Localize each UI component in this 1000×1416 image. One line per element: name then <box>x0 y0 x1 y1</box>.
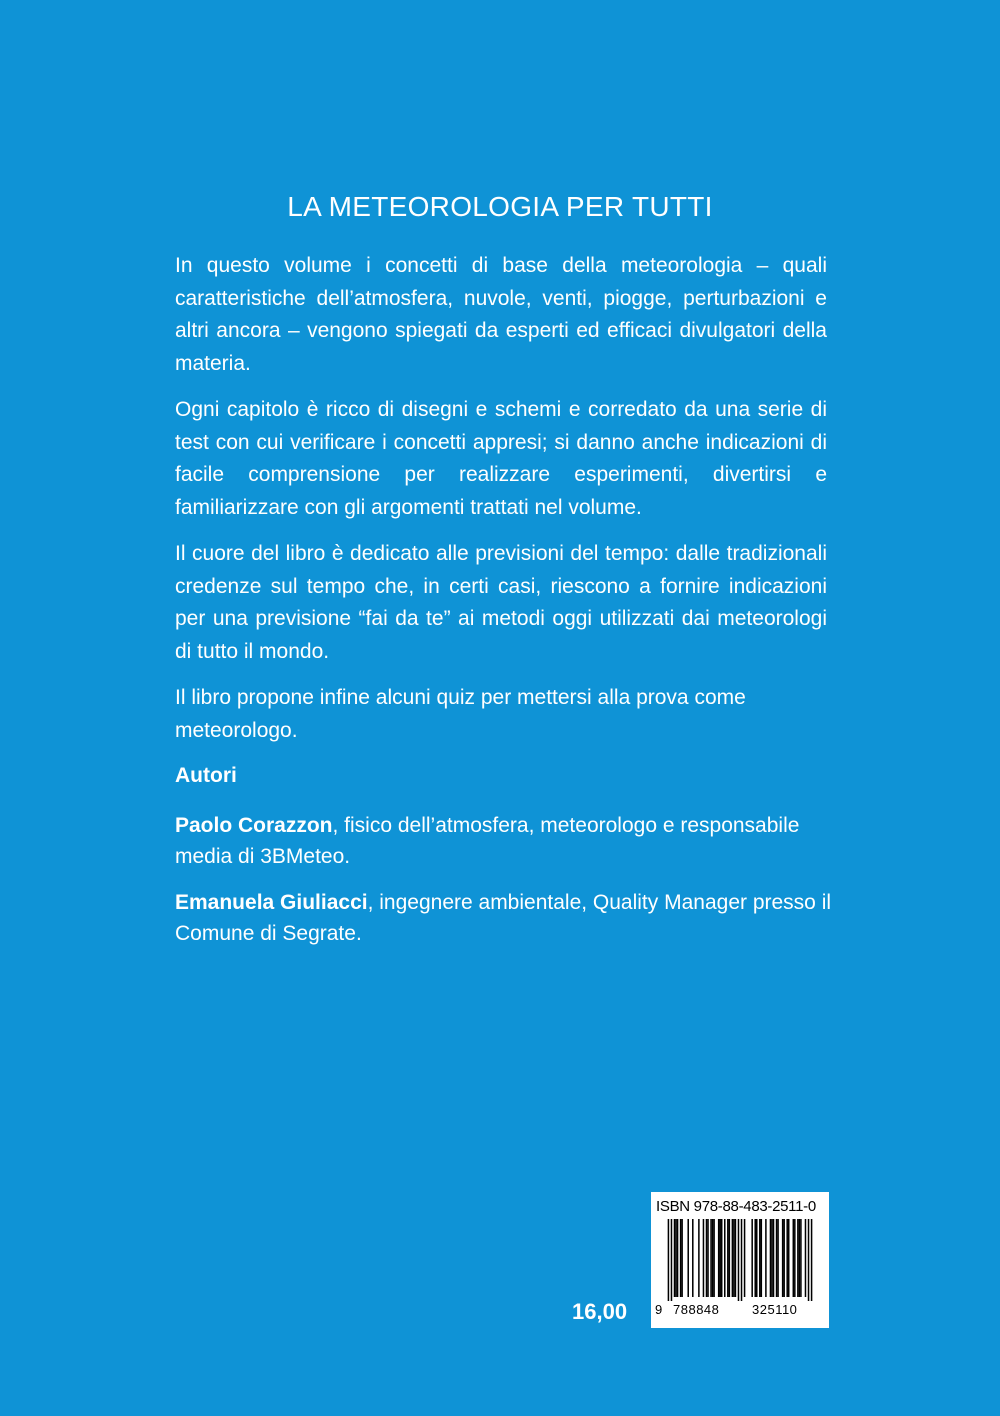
barcode-bar <box>738 1219 740 1301</box>
barcode-bar <box>687 1219 689 1297</box>
barcode-bar <box>759 1219 761 1297</box>
barcode-bar <box>681 1219 683 1297</box>
blurb-paragraph-1: In questo volume i concetti di base della meteorologia – quali caratteristiche dell’atmosfera, nuvole, venti, piogge, perturbazioni e altri ancora – vengono spiegati da esperti ed efficaci divulgatori della materia. <box>175 254 827 375</box>
barcode-bar <box>733 1219 735 1297</box>
barcode-bar <box>800 1219 802 1297</box>
barcode-digits-right: 325110 <box>752 1302 798 1317</box>
author-description: , ingegnere ambientale, Quality Manager presso il Comune di Segrate. <box>175 891 832 945</box>
barcode-bar <box>761 1219 763 1297</box>
barcode-bar <box>675 1219 677 1297</box>
blurb-paragraph-2: Ogni capitolo è ricco di disegni e schemi e corredato da una serie di test con cui verificare i concetti appresi; si danno anche indicazioni di facile comprensione per realizzare esperimenti, divertirsi e familiarizzare con gli argomenti trattati nel volume. <box>175 398 827 519</box>
barcode-bar <box>765 1219 767 1297</box>
barcode-bar <box>712 1219 714 1297</box>
barcode-bar <box>724 1219 726 1297</box>
author-name: Emanuela Giuliacci <box>175 891 368 914</box>
author-entry <box>175 887 835 949</box>
barcode-bar <box>671 1219 673 1301</box>
blurb-paragraph-4: Il libro propone infine alcuni quiz per mettersi alla prova come meteorologo. <box>175 686 746 742</box>
price: 16,00 <box>572 1299 628 1324</box>
barcode-bar <box>754 1219 756 1297</box>
blurb-paragraph-3: Il cuore del libro è dedicato alle previsioni del tempo: dalle tradizionali credenze sul tempo che, in certi casi, riescono a fornire indicazioni per una previsione “fai da te” ai metodi oggi utilizzati dai meteorologi di tutto il mondo. <box>175 542 827 663</box>
barcode-bar <box>677 1219 679 1297</box>
barcode-bar <box>782 1219 784 1297</box>
barcode-bar <box>732 1219 734 1297</box>
barcode-bar <box>719 1219 721 1297</box>
barcode-bar <box>776 1219 778 1297</box>
barcode-image <box>657 1219 823 1301</box>
author-name: Paolo Corazzon <box>175 814 333 837</box>
authors-list <box>175 810 835 964</box>
barcode-bar <box>713 1219 715 1297</box>
barcode-bar <box>751 1219 753 1297</box>
blurb <box>175 250 827 761</box>
barcode-bar <box>811 1219 813 1301</box>
barcode-bar <box>744 1219 746 1297</box>
barcode-bar <box>698 1219 700 1297</box>
barcode-bar <box>805 1219 807 1297</box>
barcode-bar <box>735 1219 737 1297</box>
barcode-bar <box>788 1219 790 1297</box>
barcode-bar <box>756 1219 758 1297</box>
barcode-bar <box>668 1219 670 1301</box>
barcode-bar <box>794 1219 796 1297</box>
barcode-bar <box>793 1219 795 1297</box>
barcode-bar <box>773 1219 775 1297</box>
barcode-box <box>651 1192 829 1328</box>
barcode-bar <box>770 1219 772 1297</box>
author-description: , fisico dell’atmosfera, meteorologo e responsabile media di 3BMeteo. <box>175 814 800 868</box>
barcode-bar <box>692 1219 694 1297</box>
barcode-digit-first: 9 <box>655 1302 663 1317</box>
book-title: LA METEOROLOGIA PER TUTTI <box>287 190 713 222</box>
barcode-bar <box>718 1219 720 1297</box>
barcode-digits-left: 788848 <box>673 1302 720 1317</box>
barcode-bar <box>799 1219 801 1297</box>
barcode-bar <box>808 1219 810 1301</box>
barcode-bar <box>797 1219 799 1297</box>
barcode-bar <box>777 1219 779 1297</box>
barcode-bar <box>680 1219 682 1297</box>
authors-heading: Autori <box>175 764 237 787</box>
barcode-bar <box>710 1219 712 1297</box>
barcode-bar <box>706 1219 708 1297</box>
barcode-bar <box>783 1219 785 1297</box>
author-entry <box>175 810 835 872</box>
isbn-label: ISBN 978-88-483-2511-0 <box>656 1198 816 1215</box>
barcode-bar <box>771 1219 773 1297</box>
barcode-bar <box>721 1219 723 1297</box>
barcode-bar <box>729 1219 731 1297</box>
barcode-bar <box>707 1219 709 1297</box>
barcode-bar <box>674 1219 676 1297</box>
barcode-bar <box>786 1219 788 1297</box>
barcode-bar <box>727 1219 729 1297</box>
barcode-bar <box>741 1219 743 1301</box>
barcode-bar <box>703 1219 705 1297</box>
